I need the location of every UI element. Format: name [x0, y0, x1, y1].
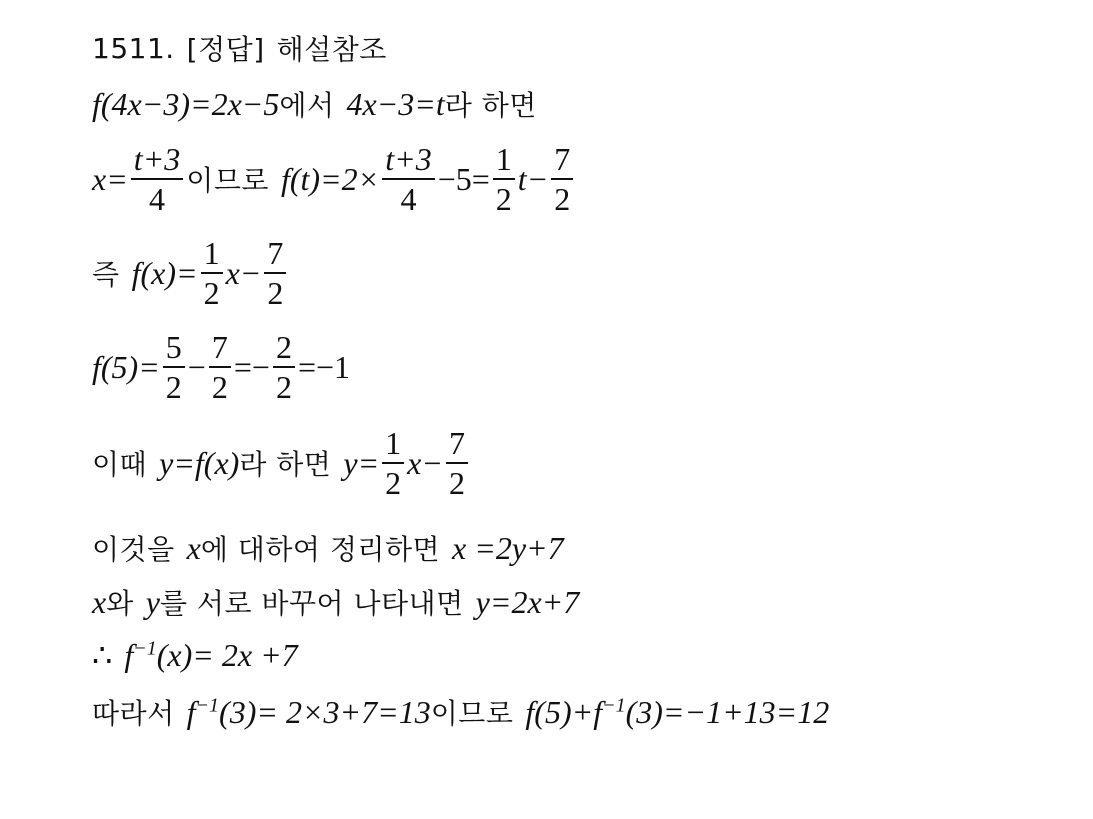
numerator: 7	[448, 425, 465, 461]
fraction	[273, 328, 295, 406]
math-part: (x)= 2x +7	[156, 636, 298, 673]
numerator: 7	[211, 329, 228, 365]
math-expr	[525, 694, 829, 731]
numerator: t+3	[133, 141, 181, 177]
solution-line-4	[92, 328, 350, 406]
denominator: 4	[149, 181, 166, 217]
math-part: (3)=−1+13=12	[625, 693, 830, 730]
math-expr: x−	[407, 444, 443, 481]
denominator: 2	[385, 465, 402, 501]
numerator: 7	[267, 235, 284, 271]
math-expr: =−	[233, 348, 270, 385]
solution-line-8	[92, 636, 298, 674]
solution-line-3	[92, 234, 289, 312]
superscript: −1	[195, 693, 220, 716]
solution-header	[92, 28, 387, 68]
answer-tag: [정답]	[186, 33, 265, 66]
fraction	[264, 234, 286, 312]
text-run: 이때	[92, 448, 148, 481]
math-expr: x =2y+7	[452, 529, 564, 566]
fraction	[493, 140, 515, 218]
denominator: 2	[165, 369, 182, 405]
math-expr: t−	[517, 160, 549, 197]
fraction	[131, 140, 183, 218]
fraction	[382, 140, 434, 218]
denominator: 2	[495, 181, 512, 217]
numerator: t+3	[385, 141, 432, 177]
math-expr: y	[145, 583, 160, 620]
solution-line-6	[92, 528, 564, 568]
math-expr: x	[186, 529, 201, 566]
math-expr: f(x)=	[131, 254, 198, 291]
denominator: 2	[267, 275, 284, 311]
math-expr: x	[92, 583, 107, 620]
denominator: 2	[203, 275, 220, 311]
solution-line-1	[92, 84, 537, 124]
therefore-symbol: ∴	[92, 637, 113, 673]
fraction	[163, 328, 185, 406]
text-run: 이므로	[430, 697, 514, 730]
solution-line-9	[92, 692, 829, 732]
text-run: 에서	[279, 89, 335, 122]
text-run: 와	[106, 587, 134, 620]
fraction	[446, 424, 468, 502]
denominator: 4	[400, 181, 417, 217]
text-run: 라 하면	[444, 89, 537, 122]
math-expr: x=	[92, 160, 128, 197]
solution-line-7	[92, 582, 579, 622]
math-expr: =−1	[297, 348, 351, 385]
math-part: f	[124, 636, 134, 673]
math-part: f(5)+f	[525, 693, 603, 730]
numerator: 1	[385, 425, 402, 461]
math-expr: x−	[225, 254, 262, 291]
denominator: 2	[554, 181, 571, 217]
superscript: −1	[602, 693, 626, 716]
math-expr: y=f(x)	[159, 444, 240, 481]
problem-number: 1511.	[92, 31, 175, 65]
math-expr	[187, 694, 431, 731]
math-part: f	[186, 693, 196, 730]
solution-line-5	[92, 424, 471, 502]
math-expr: −	[187, 348, 206, 385]
numerator: 1	[203, 235, 220, 271]
denominator: 2	[211, 369, 228, 405]
math-expr: f(5)=	[92, 348, 160, 385]
numerator: 5	[165, 329, 182, 365]
math-expr: y=2x+7	[475, 583, 580, 620]
math-expr: f(4x−3)=2x−5	[92, 85, 280, 122]
header-title: 해설참조	[276, 33, 387, 66]
fraction	[551, 140, 573, 218]
math-expr: −5=	[437, 160, 490, 197]
fraction	[382, 424, 404, 502]
math-part: (3)= 2×3+7=13	[219, 693, 431, 730]
text-run: 라 하면	[239, 448, 332, 481]
text-run: 따라서	[92, 697, 175, 730]
text-run: 이것을	[92, 533, 175, 566]
numerator: 7	[554, 141, 571, 177]
superscript: −1	[133, 636, 157, 659]
math-expr	[124, 637, 297, 674]
text-run: 이므로	[186, 164, 269, 197]
denominator: 2	[448, 465, 465, 501]
solution-line-2	[92, 140, 576, 218]
numerator: 2	[275, 329, 292, 365]
math-expr: 4x−3=t	[346, 85, 445, 122]
text-run: 에 대하여 정리하면	[200, 533, 441, 566]
fraction	[209, 328, 231, 406]
math-expr: f(t)=2×	[280, 160, 380, 197]
text-run: 를 서로 바꾸어 나타내면	[159, 587, 464, 620]
numerator: 1	[495, 141, 512, 177]
math-expr: y=	[343, 444, 380, 481]
denominator: 2	[275, 369, 292, 405]
text-run: 즉	[92, 258, 120, 291]
fraction	[201, 234, 223, 312]
